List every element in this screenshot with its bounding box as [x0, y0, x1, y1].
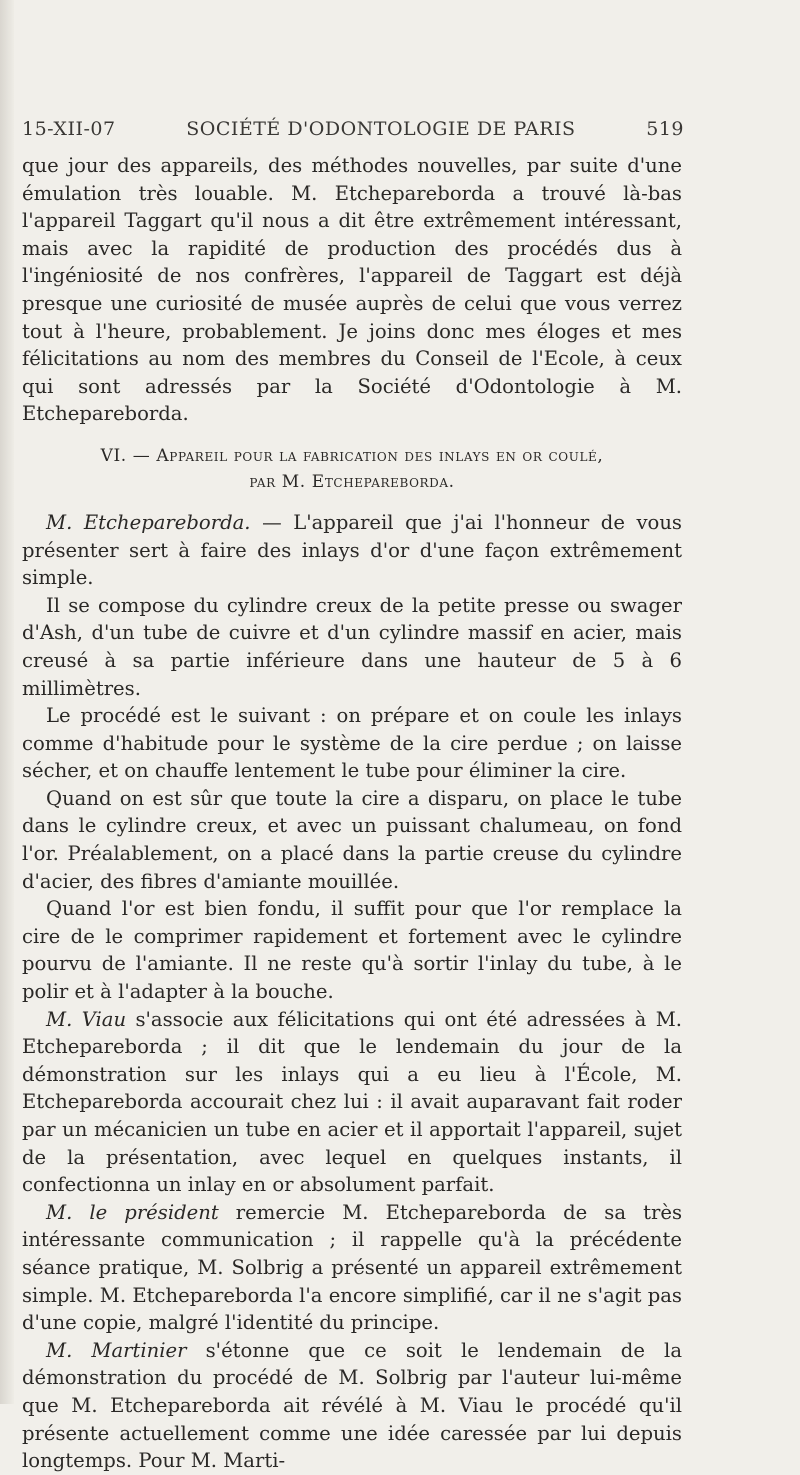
header-date: 15-XII-07 [22, 118, 116, 140]
speaker-name: M. Martinier [46, 1338, 187, 1362]
paragraph-text: Quand l'or est bien fondu, il suffit pour que l'or remplace la cire de le comprimer rapidement et fortement avec le cylindre pourvu de l'amiante. Il ne reste qu'à sortir l'inlay du tube, à le polir et à l'adapter à la bouche. [22, 897, 682, 1004]
paragraph-text: — L'appareil que j'ai l'honneur de vous présenter sert à faire des inlays d'or d'une façon extrêmement simple. [22, 510, 682, 590]
body-text [22, 152, 682, 1475]
paragraph [22, 895, 682, 1005]
paragraph [22, 509, 682, 592]
speaker-name: M. le président [46, 1200, 219, 1224]
paragraph [22, 785, 682, 895]
running-header [22, 118, 684, 140]
speaker-name: M. Viau [46, 1007, 127, 1031]
paragraph [22, 592, 682, 702]
paragraph-text: s'associe aux félicitations qui ont été adressées à M. Etchepareborda ; il dit que le lendemain du jour de la démonstration sur les inlays qui a eu lieu à l'École, M. Etchepareborda accourait chez lui : il avait auparavant fait roder par un mécanicien un tube en acier et il apportait l'appareil, sujet de la présentation, avec lequel en quelques instants, il confectionna un inlay en or absolument parfait. [22, 1007, 682, 1197]
section-title [22, 443, 682, 495]
paragraph-text: Le procédé est le suivant : on prépare et on coule les inlays comme d'habitude pour le système de la cire perdue ; on laisse sécher, et on chauffe lentement le tube pour éliminer la cire. [22, 704, 682, 783]
paragraph [22, 152, 682, 428]
paragraph [22, 1199, 682, 1337]
section-title-line-2: par M. Etchepareborda. [249, 471, 455, 492]
paragraph-text: remercie M. Etchepareborda de sa très intéressante communication ; il rappelle qu'à la précédente séance pratique, M. Solbrig a présenté un appareil extrêmement simple. M. Etchepareborda l'a encore simplifié, car il ne s'agit pas d'une copie, malgré l'identité du principe. [22, 1200, 683, 1335]
paragraph-text: Quand on est sûr que toute la cire a disparu, on place le tube dans le cylindre creux, et avec un puissant chalumeau, on fond l'or. Préalablement, on a placé dans la partie creuse du cylindre d'acier, des fibres d'amiante mouillée. [22, 786, 682, 893]
page-number: 519 [646, 118, 684, 140]
paragraph [22, 1006, 682, 1199]
section-title-line-1: VI. — Appareil pour la fabrication des inlays en or coulé, [100, 445, 604, 466]
header-running-title: SOCIÉTÉ D'ODONTOLOGIE DE PARIS [186, 118, 576, 140]
paragraph [22, 1337, 682, 1475]
speaker-name: M. Etchepareborda. [46, 510, 251, 534]
paragraph-text: s'étonne que ce soit le lendemain de la démonstration du procédé de M. Solbrig par l'auteur lui-même que M. Etchepareborda ait révélé à M. Viau le procédé qu'il présente actuellement comme une idée caressée par lui depuis longtemps. Pour M. Marti- [22, 1338, 683, 1473]
page-spine-edge [0, 0, 14, 1404]
paragraph [22, 702, 682, 785]
paragraph-text: Il se compose du cylindre creux de la petite presse ou swager d'Ash, d'un tube de cuivre et d'un cylindre massif en acier, mais creusé à sa partie inférieure dans une hauteur de 5 à 6 millimètres. [22, 593, 682, 700]
paragraph-text: que jour des appareils, des méthodes nouvelles, par suite d'une émulation très louable. M. Etchepareborda a trouvé là-bas l'appareil Taggart qu'il nous a dit être extrêmement intéressant, mais avec la rapidité de production des procédés dus à l'ingéniosité de nos confrères, l'appareil de Taggart est déjà presque une curiosité de musée auprès de celui que vous verrez tout à l'heure, probablement. Je joins donc mes éloges et mes félicitations au nom des membres du Conseil de l'Ecole, à ceux qui sont adressés par la Société d'Odontologie à M. Etchepareborda. [22, 154, 682, 426]
